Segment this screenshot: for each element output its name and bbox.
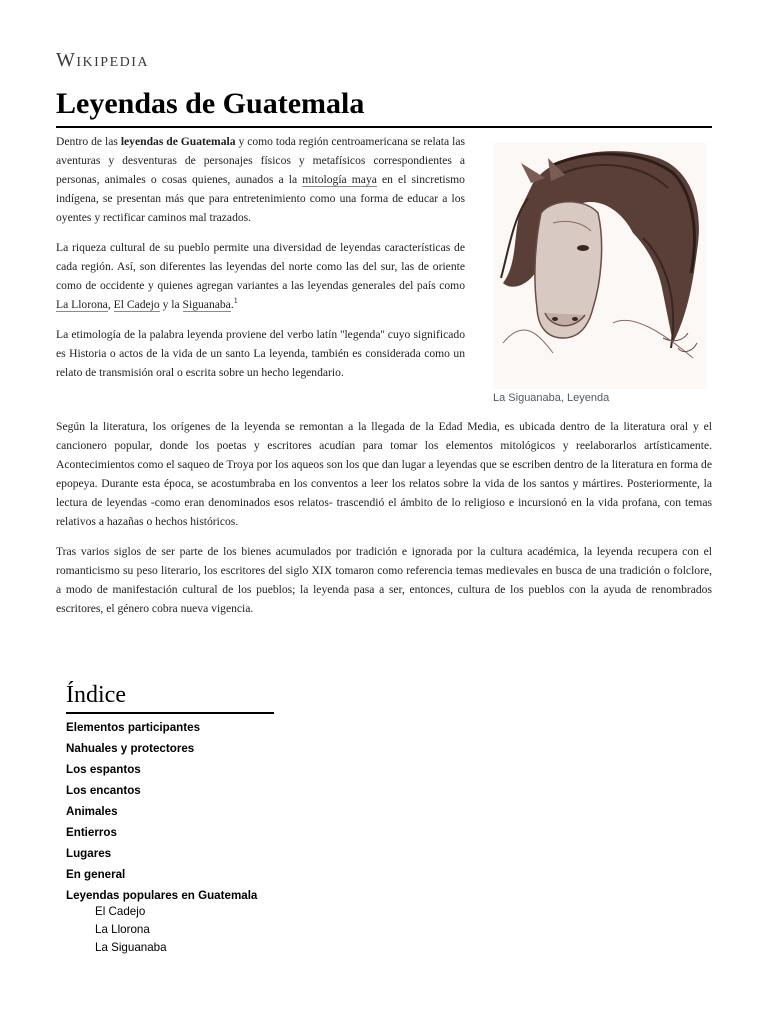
toc-title: Índice (66, 679, 274, 714)
link-mitologia-maya[interactable]: mitología maya (302, 173, 377, 186)
lead-section (56, 132, 465, 393)
toc-item-los-espantos[interactable]: Los espantos (66, 763, 141, 776)
toc-item-elementos-participantes[interactable]: Elementos participantes (66, 721, 201, 734)
toc-sublist (66, 903, 274, 957)
paragraph-romanticismo: Tras varios siglos de ser parte de los bienes acumulados por tradición e ignorada por la cultura académica, la leyenda recupera con el romanticismo su peso literario, los escritores del siglo XIX tomaron como referencia temas medievales en busca de una tradición o folclore, a modo de manifestación cultural de los pueblos; la leyenda pasa a ser, entonces, cultura de los pueblos con la ayuda de renombrados escritores, el género cobra nueva vigencia. (56, 545, 712, 615)
toc-subitem-el-cadejo[interactable]: El Cadejo (95, 905, 146, 918)
toc-item-en-general[interactable]: En general (66, 868, 126, 881)
figure-siguanaba (493, 143, 707, 404)
toc-list (66, 717, 274, 906)
table-of-contents (66, 679, 274, 957)
paragraph-origenes: Según la literatura, los orígenes de la leyenda se remontan a la llegada de la Edad Media, es ubicada dentro de la literatura oral y el cancionero popular, donde los poetas y escritores acudían para tomar los elementos mitológicos y reelaborarlos artísticamente. Acontecimientos como el saqueo de Troya por los aqueos son los que dan lugar a leyendas que se escriben dentro de la literatura en forma de epopeya. Durante esta época, se acostumbraba en los conventos a leer los relatos sobre la vida de los santos y mártires. Posteriormente, la lectura de leyendas -como eran denominados esos relatos- trascendió el ámbito de lo religioso e incursionó en la vida profana, con temas relativos a hazañas o hechos históricos. (56, 420, 712, 528)
reference-link[interactable]: 1 (233, 296, 238, 306)
toc-item-los-encantos[interactable]: Los encantos (66, 784, 141, 797)
figure-caption: La Siguanaba, Leyenda (493, 392, 610, 404)
toc-item-entierros[interactable]: Entierros (66, 826, 117, 839)
siguanaba-drawing-image[interactable] (493, 143, 707, 389)
toc-subitem-la-llorona[interactable]: La Llorona (95, 923, 150, 936)
toc-item-animales[interactable]: Animales (66, 805, 118, 818)
link-el-cadejo[interactable]: El Cadejo (113, 298, 160, 311)
wikipedia-logo[interactable]: Wikipedia (56, 49, 150, 71)
body-section (56, 417, 712, 629)
page-title: Leyendas de Guatemala (56, 84, 712, 128)
paragraph-riqueza: La riqueza cultural de su pueblo permite una diversidad de leyendas características de cada región. Así, son diferentes las leyendas del norte como las del sur, las de oriente como de occidente y quienes agregan variantes a las leyendas generales del país como La Llorona, El Cadejo y la Siguanaba.$^1$ (56, 241, 465, 311)
bold-term: leyendas de Guatemala (120, 135, 236, 148)
toc-item-leyendas-populares[interactable]: Leyendas populares en Guatemala (66, 889, 258, 902)
toc-item-lugares[interactable]: Lugares (66, 847, 112, 860)
toc-item-nahuales-y-protectores[interactable]: Nahuales y protectores (66, 742, 195, 755)
toc-subitem-la-siguanaba[interactable]: La Siguanaba (95, 941, 167, 954)
paragraph-intro: Dentro de las leyendas de Guatemala y como toda región centroamericana se relata las aventuras y desventuras de personajes físicos y metafísicos correspondientes a personas, animales o cosas quienes, aunados a la mitología maya en el sincretismo indígena, se presentan más que para entretenimiento como una forma de educar a los oyentes y rectificar caminos mal trazados. (56, 135, 465, 224)
paragraph-etimologia: La etimología de la palabra leyenda proviene del verbo latín ''legenda'' cuyo significado es Historia o actos de la vida de un santo La leyenda, también es considerada como un relato de transmisión oral o escrita sobre un hecho legendario. (56, 328, 465, 379)
link-siguanaba[interactable]: Siguanaba (182, 298, 231, 311)
link-la-llorona[interactable]: La Llorona (56, 298, 108, 311)
